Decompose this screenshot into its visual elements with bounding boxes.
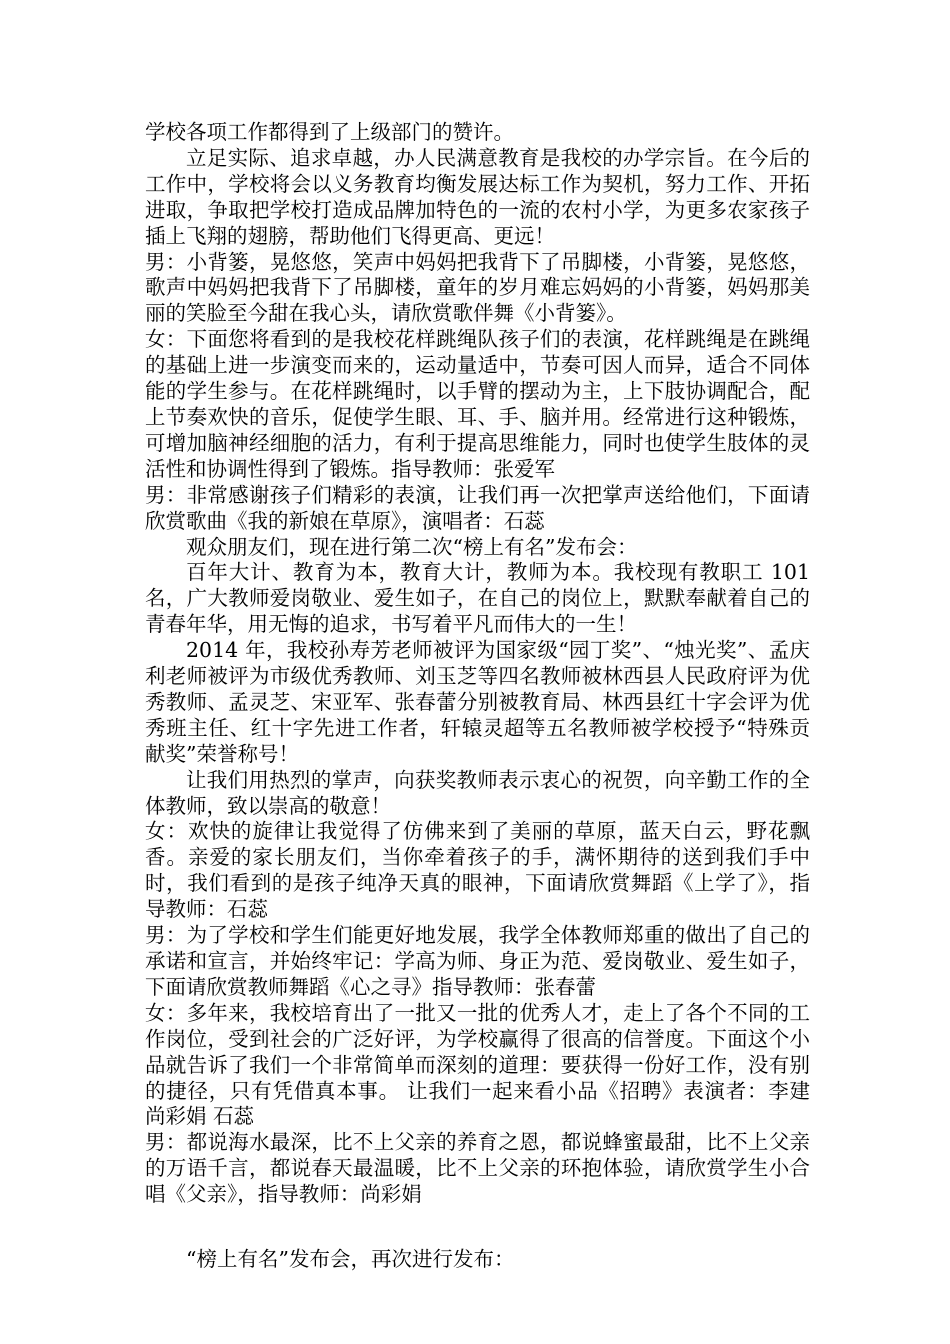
paragraph-male-host-teacher-dance: 男：为了学校和学生们能更好地发展，我学全体教师郑重的做出了自己的承诺和宣言，并始终牢记：学高为师、身正为范、爱岗敬业、爱生如子，下面请欣赏教师舞蹈《心之寻》指导教师：张春蕾 xyxy=(145,923,810,999)
paragraph-male-host-song: 男：非常感谢孩子们精彩的表演，让我们再一次把掌声送给他们，下面请欣赏歌曲《我的新娘在草原》，演唱者：石蕊 xyxy=(145,482,810,533)
paragraph-second-announcement: 观众朋友们，现在进行第二次“榜上有名”发布会： xyxy=(186,534,638,559)
paragraph-school-praise: 学校各项工作都得到了上级部门的赞许。 xyxy=(145,120,514,144)
document-body xyxy=(145,120,810,1273)
paragraph-male-host-xiaobeilou: 男：小背篓，晃悠悠，笑声中妈妈把我背下了吊脚楼，小背篓，晃悠悠，歌声中妈妈把我背下了吊脚楼，童年的岁月难忘妈妈的小背篓，妈妈那美丽的笑脸至今甜在我心头，请欣赏歌伴舞《小背篓》。 xyxy=(145,249,810,326)
paragraph-applause: 让我们用热烈的掌声，向获奖教师表示衷心的祝贺，向辛勤工作的全体教师，致以崇高的敬意！ xyxy=(145,767,810,818)
paragraph-school-mission: 立足实际、追求卓越，办人民满意教育是我校的办学宗旨。在今后的工作中，学校将会以义务教育均衡发展达标工作为契机，努力工作、开拓进取，争取把学校打造成品牌加特色的一流的农村小学，为更多农家孩子插上飞翔的翅膀，帮助他们飞得更高、更远！ xyxy=(145,145,810,248)
paragraph-female-host-sketch: 女：多年来，我校培育出了一批又一批的优秀人才，走上了各个不同的工作岗位，受到社会的广泛好评，为学校赢得了很高的信誉度。下面这个小品就告诉了我们一个非常简单而深刻的道理：要获得一份好工作，没有别的捷径，只有凭借真本事。 让我们一起来看小品《招聘》表演者：李建 尚彩娟 石蕊 xyxy=(145,1000,810,1129)
paragraph-awards-2014: 2014 年，我校孙寿芳老师被评为国家级“园丁奖”、“烛光奖”、孟庆利老师被评为市级优秀教师、刘玉芝等四名教师被林西县人民政府评为优秀教师、孟灵芝、宋亚军、张春蕾分别被教育局、林西县红十字会评为优秀班主任、红十字先进工作者，轩辕灵超等五名教师被学校授予“特殊贡献奖”荣誉称号！ xyxy=(145,638,810,766)
paragraph-next-announcement: “榜上有名”发布会，再次进行发布： xyxy=(186,1247,515,1272)
paragraph-gap xyxy=(145,1208,810,1247)
paragraph-teachers-intro: 百年大计、教育为本，教育大计，教师为本。我校现有教职工 101 名，广大教师爱岗敬业、爱生如子，在自己的岗位上，默默奉献着自己的青春年华，用无悔的追求，书写着平凡而伟大的一生！ xyxy=(145,560,810,637)
paragraph-male-host-father: 男：都说海水最深，比不上父亲的养育之恩，都说蜂蜜最甜，比不上父亲的万语千言，都说春天最温暖，比不上父亲的环抱体验，请欣赏学生小合唱《父亲》，指导教师：尚彩娟 xyxy=(145,1130,810,1207)
paragraph-female-host-rope-skipping: 女：下面您将看到的是我校花样跳绳队孩子们的表演，花样跳绳是在跳绳的基础上进一步演变而来的，运动量适中，节奏可因人而异，适合不同体能的学生参与。在花样跳绳时，以手臂的摆动为主，上下肢协调配合，配上节奏欢快的音乐，促使学生眼、耳、手、脑并用。经常进行这种锻炼，可增加脑神经细胞的活力，有利于提高思维能力，同时也使学生肢体的灵活性和协调性得到了锻炼。指导教师：张爱军 xyxy=(145,327,810,481)
paragraph-female-host-dance: 女：欢快的旋律让我觉得了仿佛来到了美丽的草原，蓝天白云，野花飘香。亲爱的家长朋友们，当你牵着孩子的手，满怀期待的送到我们手中时，我们看到的是孩子纯净天真的眼神，下面请欣赏舞蹈《上学了》，指导教师：石蕊 xyxy=(145,819,810,922)
